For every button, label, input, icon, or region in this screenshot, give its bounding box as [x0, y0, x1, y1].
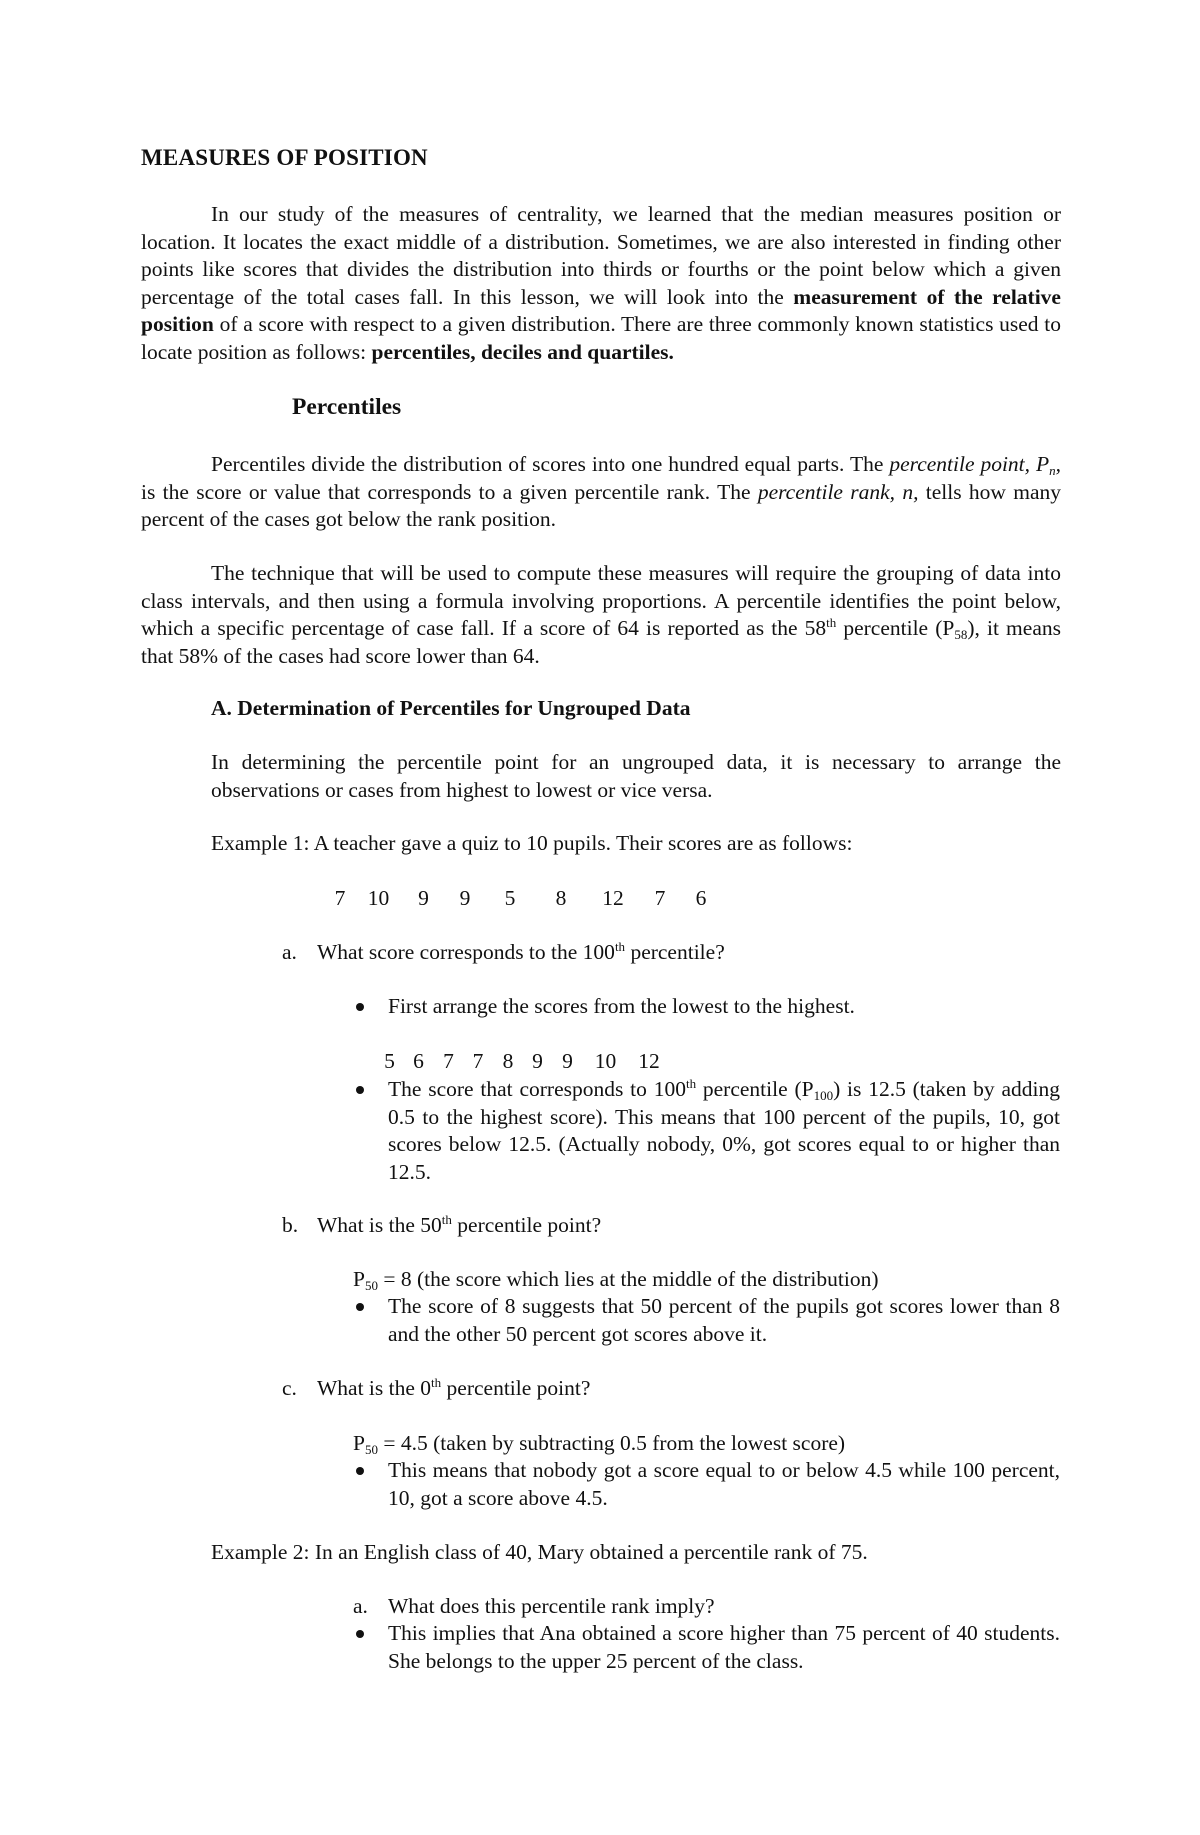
sorted-score-value: 5 — [384, 1049, 395, 1073]
bullet2-text-2: percentile (P — [696, 1077, 814, 1101]
p2-text-3: ), it means that 58% of the cases had score lower than 64. — [141, 616, 1061, 668]
question-a-bullet-2 — [388, 1076, 1060, 1186]
score-value: 5 — [504, 886, 516, 910]
sorted-score-value: 12 — [638, 1049, 660, 1073]
sorted-score-value: 10 — [594, 1049, 617, 1073]
question-b-part-2: percentile point? — [451, 1213, 602, 1237]
bullet-icon — [356, 1086, 364, 1094]
sorted-score-value: 9 — [562, 1049, 573, 1073]
answer-c-text: = 4.5 (taken by subtracting 0.5 from the lowest score) — [377, 1431, 846, 1455]
example-2-question-a: What does this percentile rank imply? — [388, 1594, 715, 1618]
p1-italic-sub: n — [1049, 463, 1056, 478]
bullet-icon — [356, 1003, 364, 1011]
question-a-letter: a. — [282, 940, 297, 964]
score-value: 12 — [602, 886, 624, 910]
bullet2-text-3: ) is 12.5 (taken by adding 0.5 to the highest score). This means that 100 percent of the pupils, 10, got scores below 12.5. (Actually nobody, 0%, got scores equal to or higher than 12.5. — [388, 1077, 1060, 1184]
example-1-text: Example 1: A teacher gave a quiz to 10 pupils. Their scores are as follows: — [211, 831, 853, 855]
p1-italic-text: percentile point, P — [889, 452, 1050, 476]
p2-sub: 58 — [954, 627, 968, 642]
p2-sup: th — [826, 615, 837, 630]
bullet2-sub: 100 — [813, 1088, 834, 1103]
question-b-answer — [353, 1266, 879, 1294]
intro-paragraph — [141, 201, 1061, 366]
section-a-paragraph: In determining the percentile point for an ungrouped data, it is necessary to arrange the observations or cases from highest to lowest or vice versa. — [211, 750, 1061, 802]
bullet-icon — [356, 1467, 364, 1475]
score-value: 9 — [459, 886, 471, 910]
intro-text-2: of a score with respect to a given distribution. There are three commonly known statistics used to locate position as follows: — [141, 312, 1061, 364]
sorted-score-value: 7 — [443, 1049, 454, 1073]
sorted-scores — [376, 1048, 670, 1076]
answer-b-sub: 50 — [364, 1278, 378, 1293]
intro-text-1: In our study of the measures of centrality, we learned that the median measures position or location. It locates the exact middle of a distribution. Sometimes, we are also interested in finding other points like scores that divides the distribution into thirds or fourths or the point below which a given percentage of the total cases fall. In this lesson, we will look into the — [141, 202, 1061, 309]
score-value: 7 — [654, 886, 666, 910]
page-title: MEASURES OF POSITION — [141, 145, 428, 170]
score-value: 6 — [695, 886, 707, 910]
question-c-part-2: percentile point? — [441, 1376, 591, 1400]
intro-bold-2: percentiles, deciles and quartiles. — [371, 339, 674, 364]
answer-c-p: P — [353, 1431, 365, 1455]
question-a-bullet-1: First arrange the scores from the lowest to the highest. — [388, 994, 855, 1018]
answer-c-sub: 50 — [364, 1442, 378, 1457]
question-c-sup: th — [431, 1375, 442, 1390]
p1-text-1: Percentiles divide the distribution of scores into one hundred equal parts. The — [211, 452, 890, 476]
p1-text-2: is the score or value that corresponds to a given percentile rank. The — [141, 479, 758, 504]
bullet-icon — [356, 1630, 364, 1638]
intro-bold-1: measurement of the relative position — [141, 284, 1061, 336]
question-c-answer — [353, 1430, 845, 1458]
question-b-part-1: What is the 50 — [317, 1213, 442, 1237]
question-a-part-1: What score corresponds to the 100 — [317, 940, 615, 964]
p1-italic-1 — [889, 452, 1061, 476]
example-2-text: Example 2: In an English class of 40, Mary obtained a percentile rank of 75. — [211, 1540, 868, 1564]
example-1-scores — [325, 885, 721, 913]
score-value: 7 — [334, 886, 346, 910]
bullet2-text-1: The score that corresponds to 100 — [388, 1077, 686, 1101]
question-a-text — [317, 939, 725, 967]
question-a-part-2: percentile? — [625, 940, 725, 964]
p1-italic-2: percentile rank, n, — [757, 479, 919, 504]
question-c-part-1: What is the 0 — [317, 1376, 432, 1400]
score-value: 9 — [418, 886, 429, 910]
example-2-question-a-letter: a. — [353, 1594, 368, 1618]
question-a-sup: th — [614, 939, 626, 954]
percentiles-paragraph-2 — [141, 560, 1061, 670]
bullet-icon — [356, 1303, 364, 1311]
sorted-score-value: 6 — [413, 1049, 424, 1073]
bullet2-sup: th — [685, 1076, 697, 1091]
question-b-text — [317, 1212, 601, 1240]
question-c-text — [317, 1375, 590, 1403]
question-c-letter: c. — [282, 1376, 297, 1400]
example-2-bullet: This implies that Ana obtained a score higher than 75 percent of 40 students. She belongs to the upper 25 percent of the class. — [388, 1621, 1060, 1673]
sorted-score-value: 7 — [472, 1049, 484, 1073]
sorted-score-value: 8 — [502, 1049, 514, 1073]
p2-text-1: The technique that will be used to compute these measures will require the grouping of data into class intervals, and then using a formula involving proportions. A percentile identifies the point below, which a specific percentage of case fall. If a score of 64 is reported as the 58 — [141, 561, 1061, 640]
p1-italic-end: , — [1055, 452, 1061, 476]
question-b-sup: th — [441, 1212, 452, 1227]
score-value: 10 — [367, 886, 390, 910]
section-a-heading: A. Determination of Percentiles for Ungrouped Data — [211, 696, 691, 720]
p1-text-3: tells how many percent of the cases got below the rank position. — [141, 479, 1061, 531]
answer-b-text: = 8 (the score which lies at the middle of the distribution) — [377, 1267, 879, 1291]
question-b-bullet: The score of 8 suggests that 50 percent of the pupils got scores lower than 8 and the other 50 percent got scores above it. — [388, 1294, 1060, 1346]
question-c-bullet: This means that nobody got a score equal to or below 4.5 while 100 percent, 10, got a score above 4.5. — [388, 1458, 1060, 1510]
sorted-score-value: 9 — [532, 1049, 543, 1073]
percentiles-paragraph-1 — [141, 451, 1061, 534]
score-value: 8 — [555, 886, 567, 910]
question-b-letter: b. — [282, 1213, 299, 1237]
percentiles-heading: Percentiles — [292, 394, 402, 420]
p2-text-2: percentile (P — [836, 616, 955, 640]
answer-b-p: P — [353, 1267, 365, 1291]
